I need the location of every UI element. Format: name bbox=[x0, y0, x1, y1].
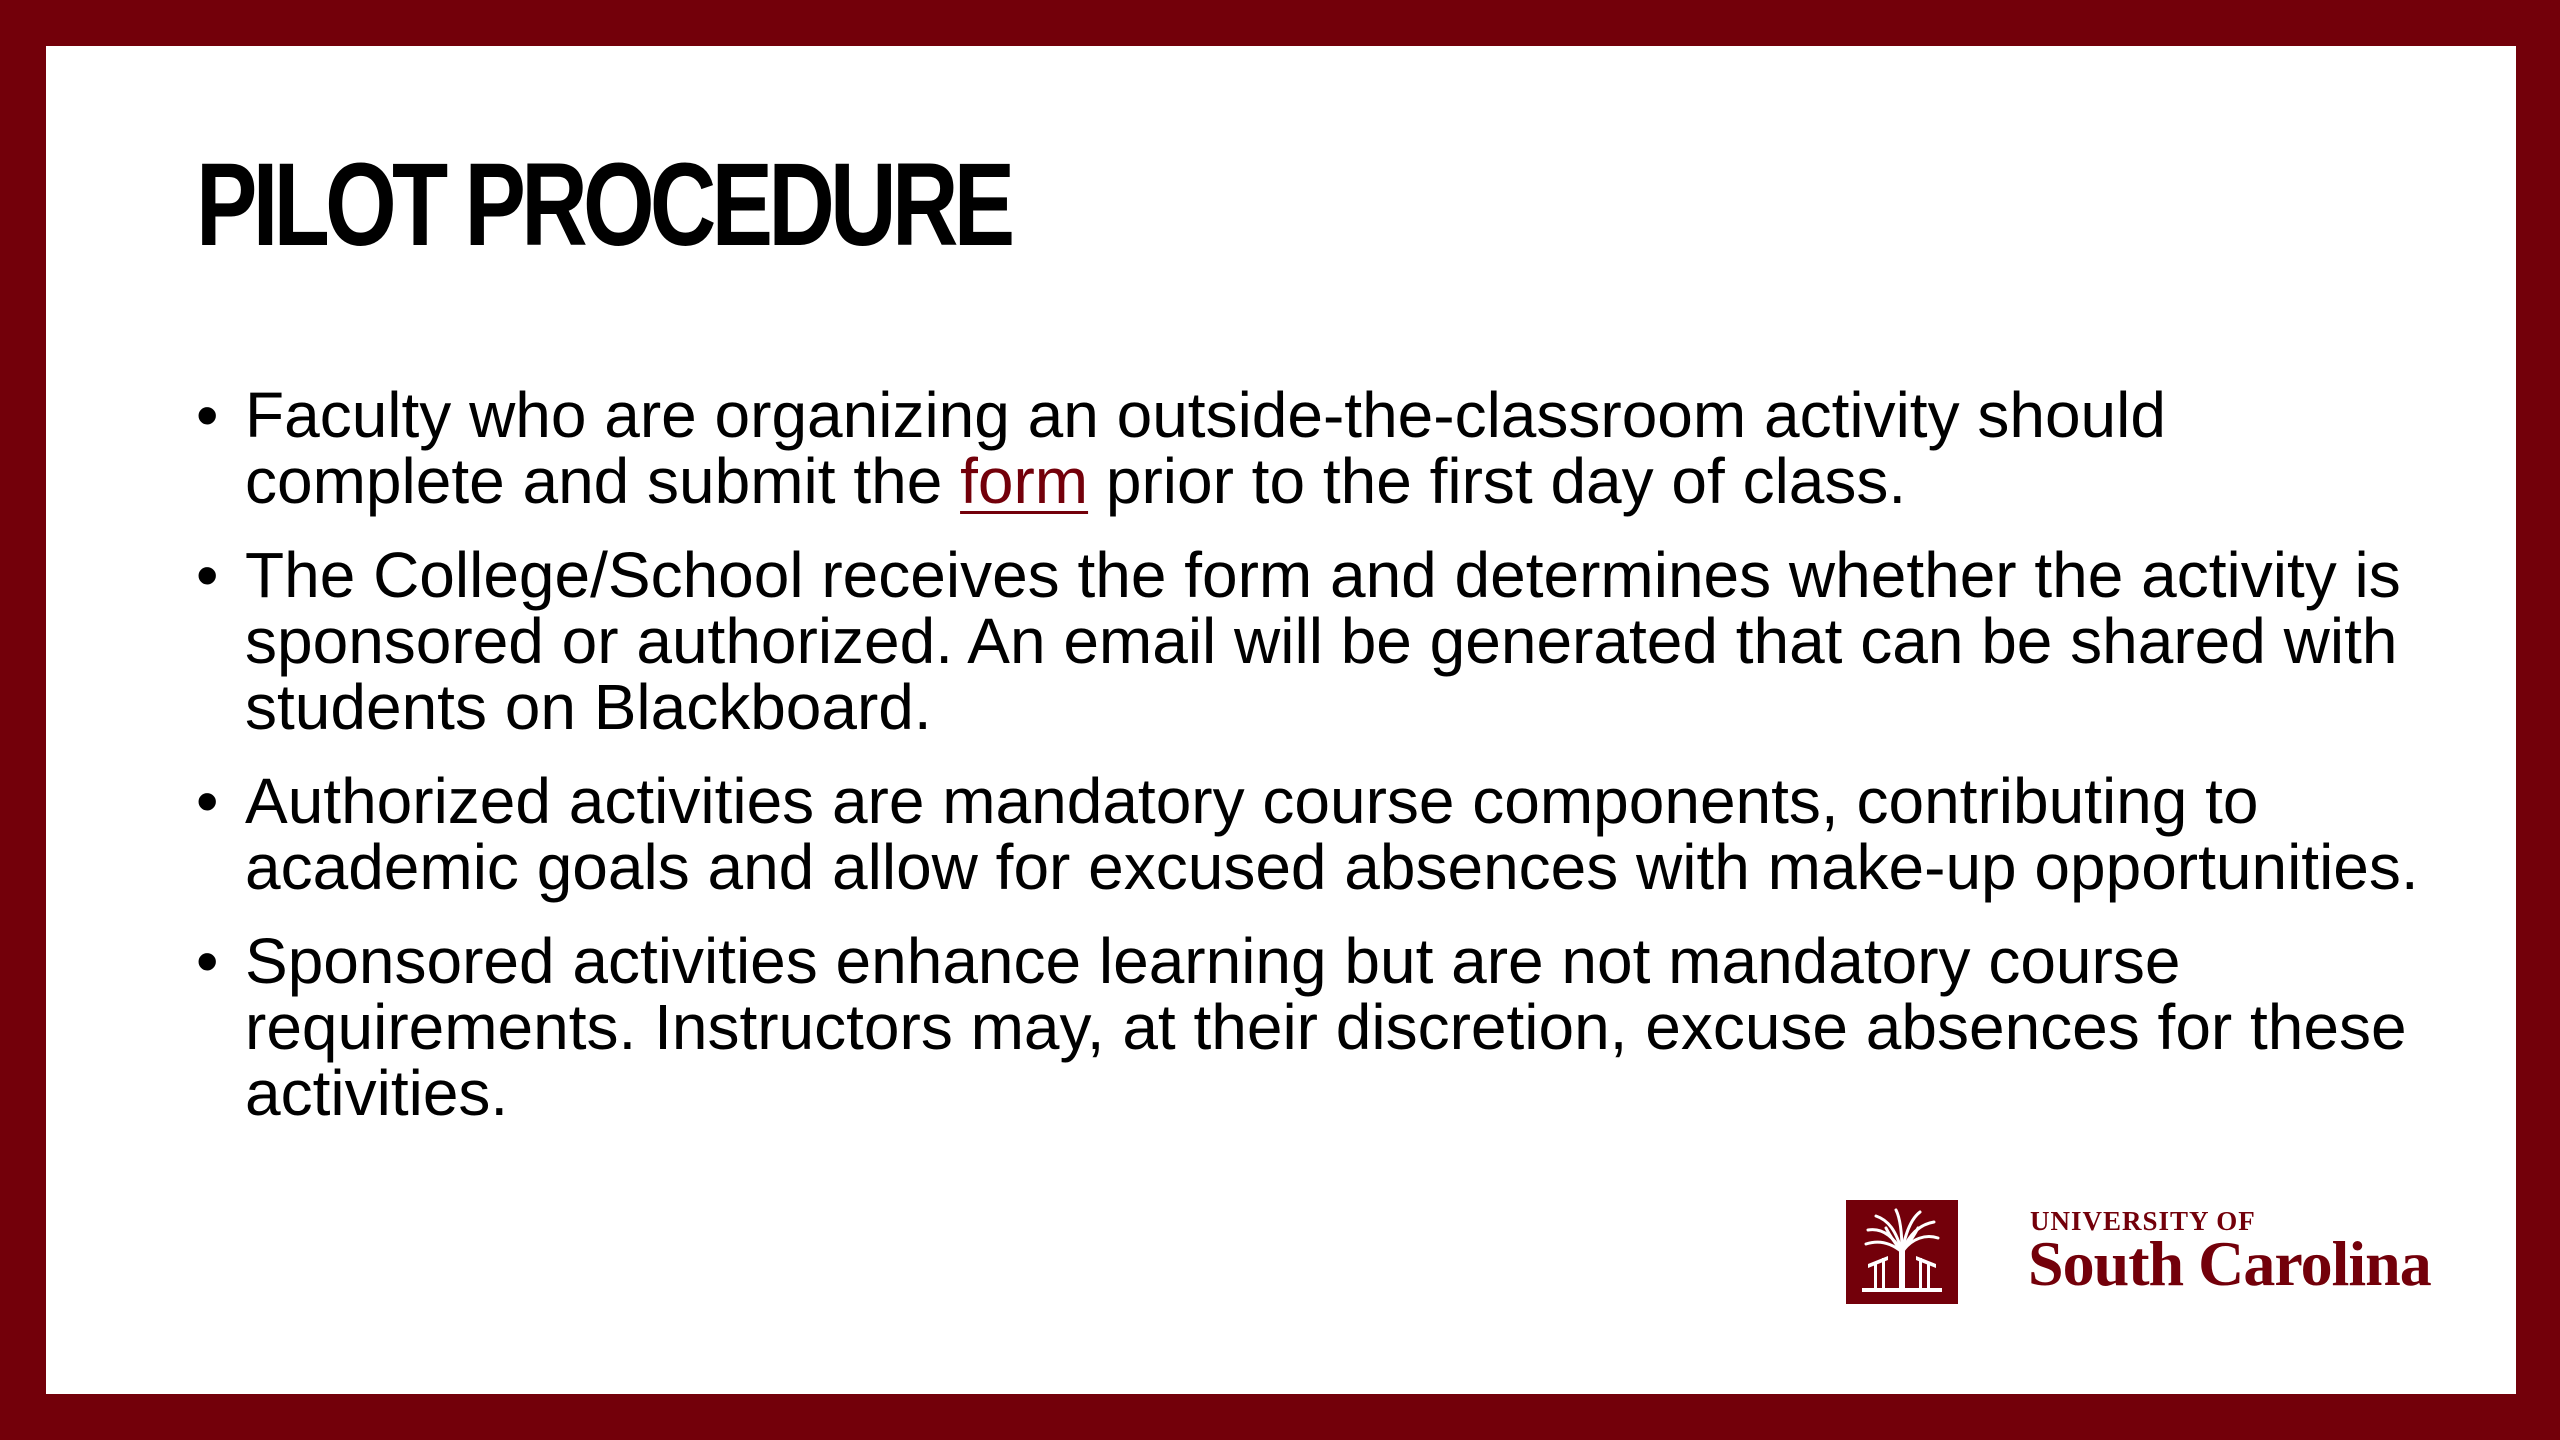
bullet-marker: • bbox=[196, 925, 219, 997]
university-logo bbox=[1846, 1200, 2431, 1304]
logo-text-university-of: UNIVERSITY OF bbox=[2030, 1206, 2256, 1236]
bullet-item bbox=[196, 925, 2436, 1129]
bullet-marker: • bbox=[196, 765, 219, 837]
slide-title: PILOT PROCEDURE bbox=[196, 139, 1011, 271]
bullet-item bbox=[196, 539, 2436, 743]
bullet-text: Faculty who are organizing an outside-the-classroom activity should complete and submit the bbox=[245, 379, 2166, 517]
bullet-text: The College/School receives the form and determines whether the activity is sponsored or authorized. An email will be generated that can be shared with students on Blackboard. bbox=[245, 539, 2401, 743]
palmetto-tree-icon bbox=[1846, 1200, 1958, 1304]
bullet-text: Authorized activities are mandatory course components, contributing to academic goals and allow for excused absences with make-up opportunities. bbox=[245, 765, 2419, 903]
bullet-list bbox=[196, 379, 2436, 1154]
bullet-text: prior to the first day of class. bbox=[1088, 445, 1907, 517]
bullet-marker: • bbox=[196, 539, 219, 611]
form-link[interactable]: form bbox=[960, 445, 1089, 517]
bullet-item bbox=[196, 379, 2436, 517]
bullet-marker: • bbox=[196, 379, 219, 451]
logo-text-south-carolina: South Carolina bbox=[2028, 1228, 2431, 1299]
bullet-item bbox=[196, 765, 2436, 903]
bullet-text: Sponsored activities enhance learning but are not mandatory course requirements. Instructors may, at their discretion, excuse absences for these activities. bbox=[245, 925, 2407, 1129]
slide bbox=[46, 46, 2516, 1394]
